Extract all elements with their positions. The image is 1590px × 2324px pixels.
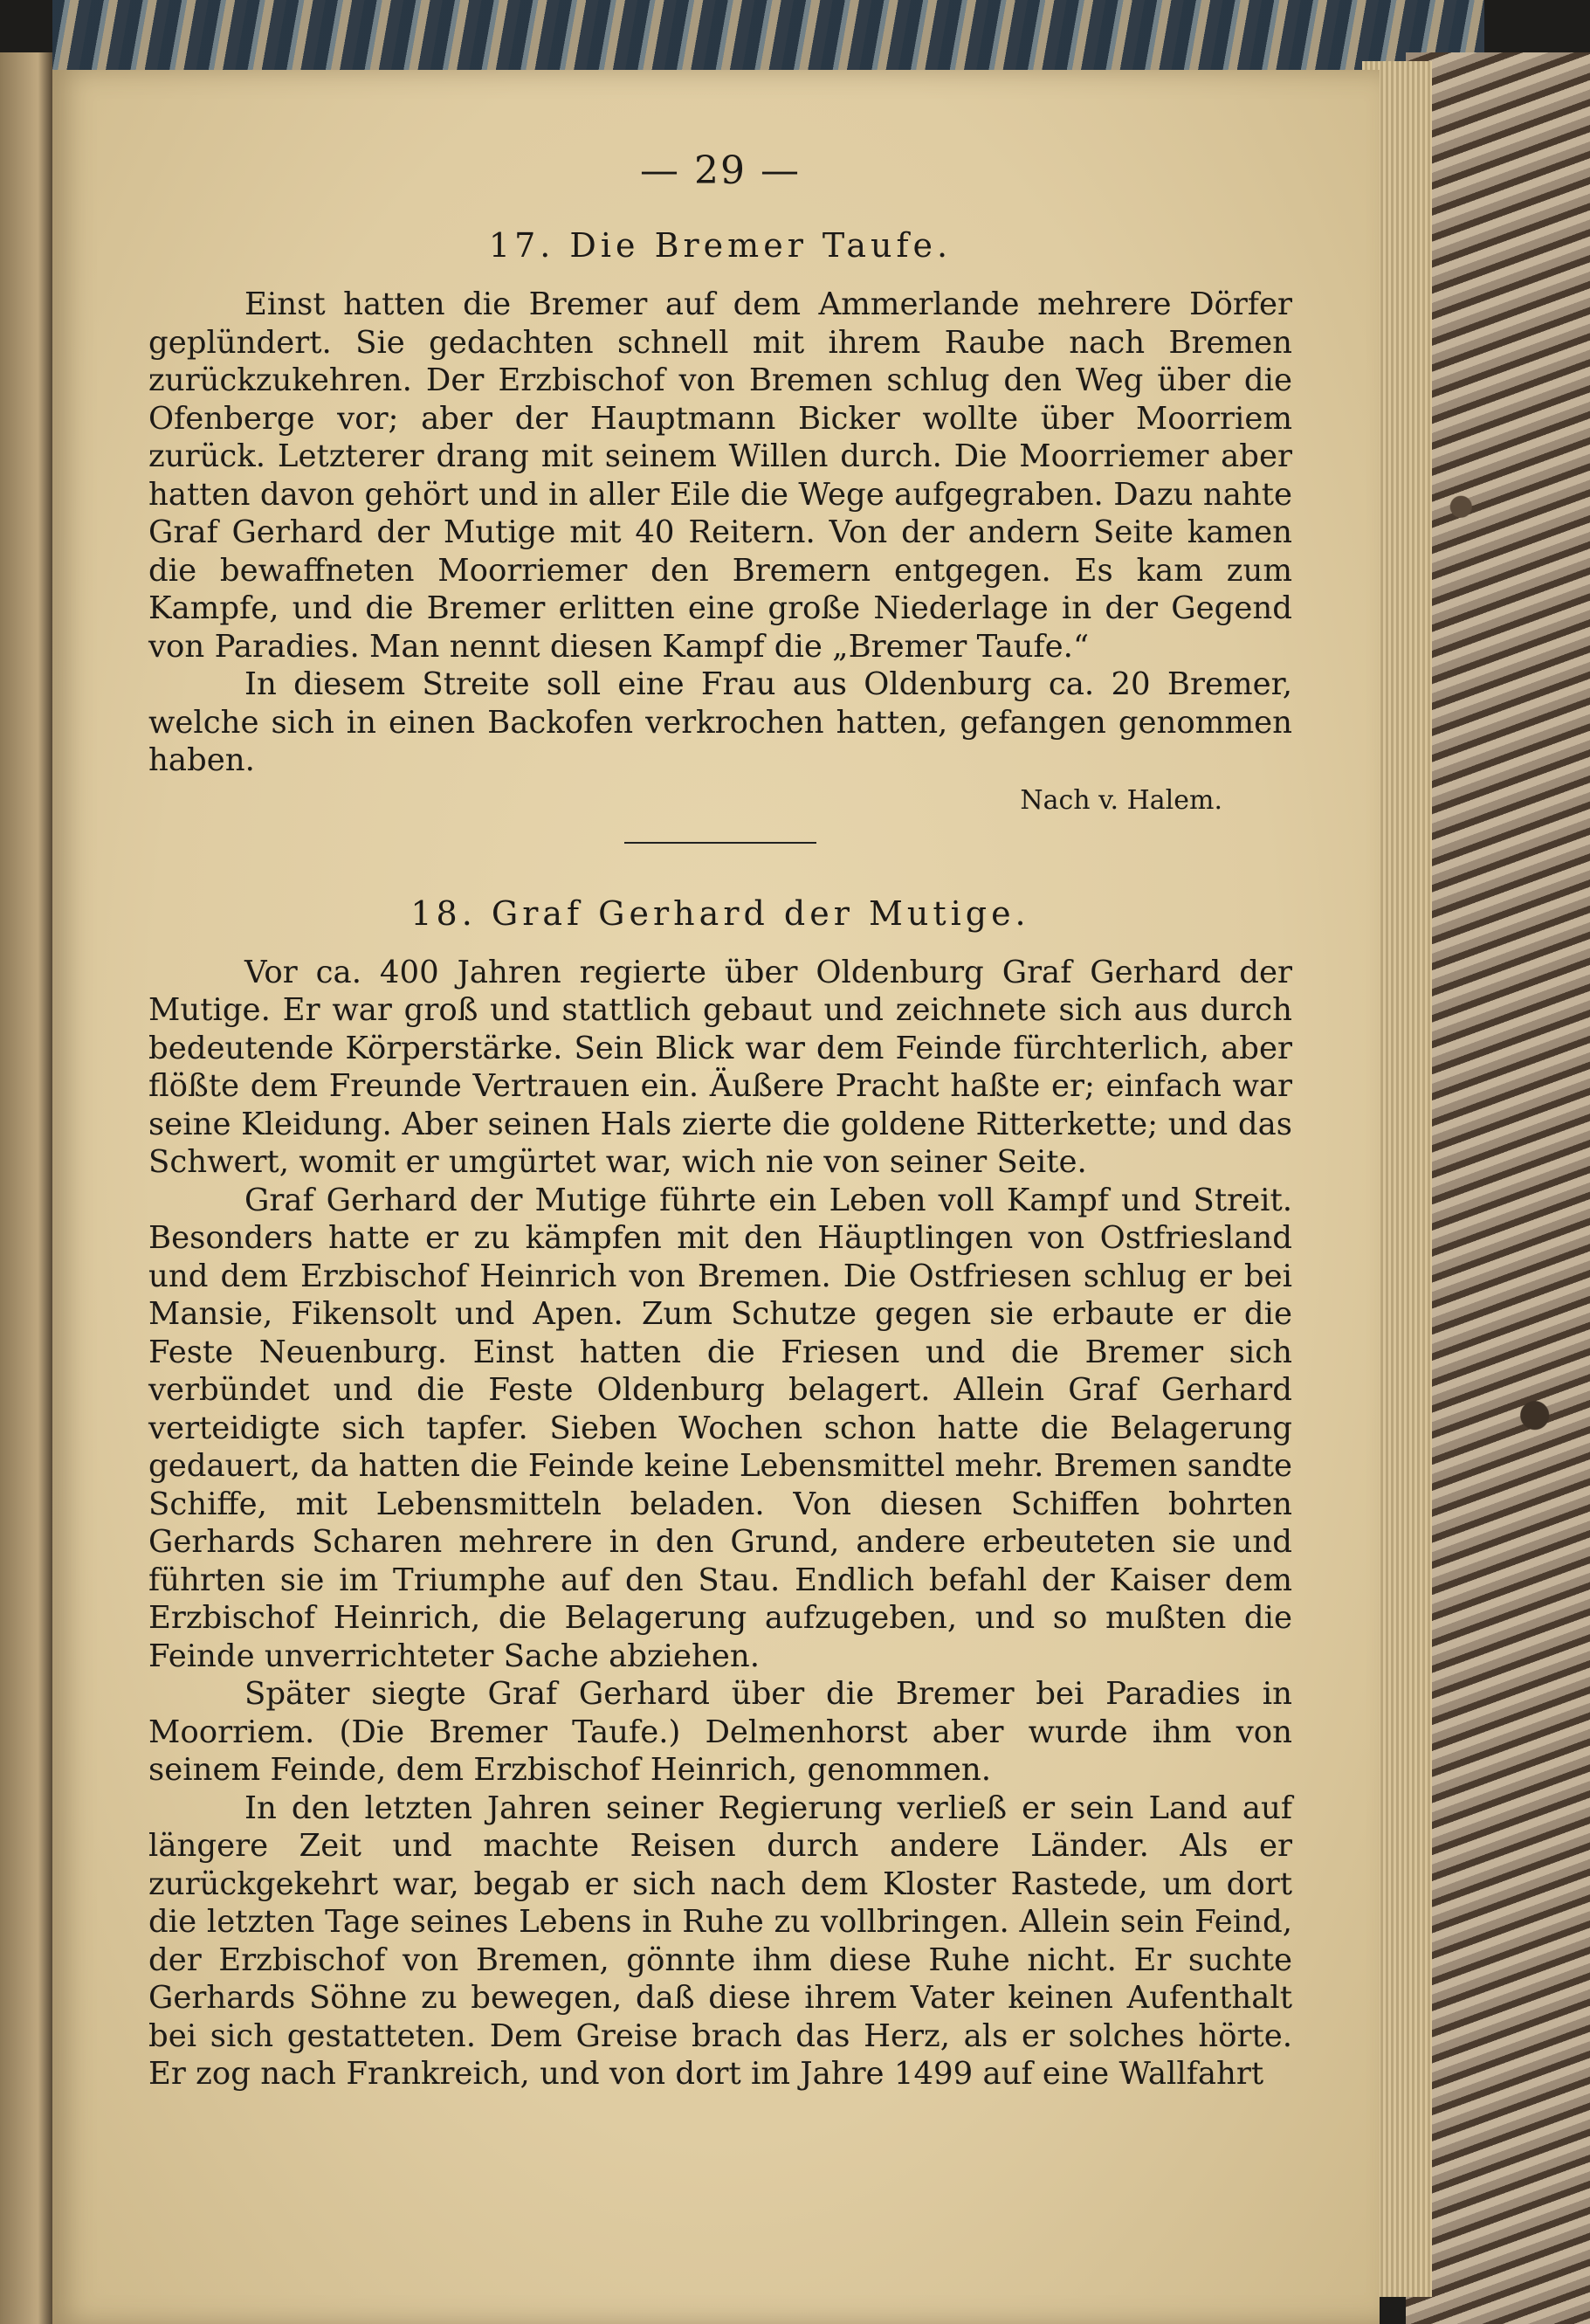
paragraph: In diesem Streite soll eine Frau aus Oldenburg ca. 20 Bremer, welche sich in einen Backofen verkrochen hatten, gefangen genommen haben. (148, 666, 1292, 778)
page-number: — 29 — (640, 148, 801, 193)
section-divider (624, 842, 816, 844)
paragraph: Vor ca. 400 Jahren regierte über Oldenburg Graf Gerhard der Mutige. Er war groß und stattlich gebaut und zeichnete sich aus durch bedeutende Körperstärke. Sein Blick war dem Feinde fürchterlich, aber flößte dem Freunde Vertrauen ein. Äußere Pracht haßte er; einfach war seine Kleidung. Aber seinen Hals zierte die goldene Ritterkette; und das Schwert, womit er umgürtet war, wich nie von seiner Seite. (148, 954, 1292, 1180)
source-citation: Nach v. Halem. (1020, 784, 1222, 816)
book-spine-edge (0, 52, 54, 2324)
paragraph: Graf Gerhard der Mutige führte ein Leben voll Kampf und Streit. Besonders hatte er zu kämpfen mit den Häuptlingen von Ostfriesland und dem Erzbischof Heinrich von Bremen. Die Ostfriesen schlug er bei Mansie, Fikensolt und Apen. Zum Schutze gegen sie erbaute er die Feste Neuenburg. Einst hatten die Friesen und die Bremer sich verbündet und die Feste Oldenburg belagert. Allein Graf Gerhard verteidigte sich tapfer. Sieben Wochen schon hatte die Belagerung gedauert, da hatten die Feinde keine Lebensmittel mehr. Bremen sandte Schiffe, mit Lebensmitteln beladen. Von diesen Schiffen bohrten Gerhards Scharen mehrere in den Grund, andere erbeuteten sie und führten sie im Triumphe auf den Stau. Endlich befahl der Kaiser dem Erzbischof Heinrich, die Belagerung aufzugeben, und so mußten die Feinde unverrichteter Sache abziehen. (148, 1182, 1292, 1674)
section-title-18: 18. Graf Gerhard der Mutige. (410, 893, 1030, 933)
book-page (52, 70, 1380, 2324)
paragraph: Einst hatten die Bremer auf dem Ammerlande mehrere Dörfer geplündert. Sie gedachten schnell mit ihrem Raube nach Bremen zurückzukehren. Der Erzbischof von Bremen schlug den Weg über die Ofenberge vor; aber der Hauptmann Bicker wollte über Moorriem zurück. Letzterer drang mit seinem Willen durch. Die Moorriemer aber hatten davon gehört und in aller Eile die Wege aufgegraben. Dazu nahte Graf Gerhard der Mutige mit 40 Reitern. Von der andern Seite kamen die bewaffneten Moorriemer den Bremern entgegen. Es kam zum Kampfe, und die Bremer erlitten eine große Niederlage in der Gegend von Paradies. Man nennt diesen Kampf die „Bremer Taufe.“ (148, 286, 1292, 665)
paragraph: Später siegte Graf Gerhard über die Bremer bei Paradies in Moorriem. (Die Bremer Taufe.) Delmenhorst aber wurde ihm von seinem Feinde, dem Erzbischof Heinrich, genommen. (148, 1676, 1292, 1788)
marbled-cover-edge (1406, 52, 1590, 2324)
section-title-17: 17. Die Bremer Taufe. (488, 226, 953, 265)
page-content (148, 148, 1292, 2093)
paragraph: In den letzten Jahren seiner Regierung verließ er sein Land auf längere Zeit und machte Reisen durch andere Länder. Als er zurückgekehrt war, begab er sich nach dem Kloster Rastede, um dort die letzten Tage seines Lebens in Ruhe zu vollbringen. Allein sein Feind, der Erzbischof von Bremen, gönnte ihm diese Ruhe nicht. Er suchte Gerhards Söhne zu bewegen, daß diese ihrem Vater keinen Aufenthalt bei sich gestatteten. Dem Greise brach das Herz, als er solches hörte. Er zog nach Frankreich, und von dort im Jahre 1499 auf eine Wallfahrt (148, 1790, 1292, 2092)
